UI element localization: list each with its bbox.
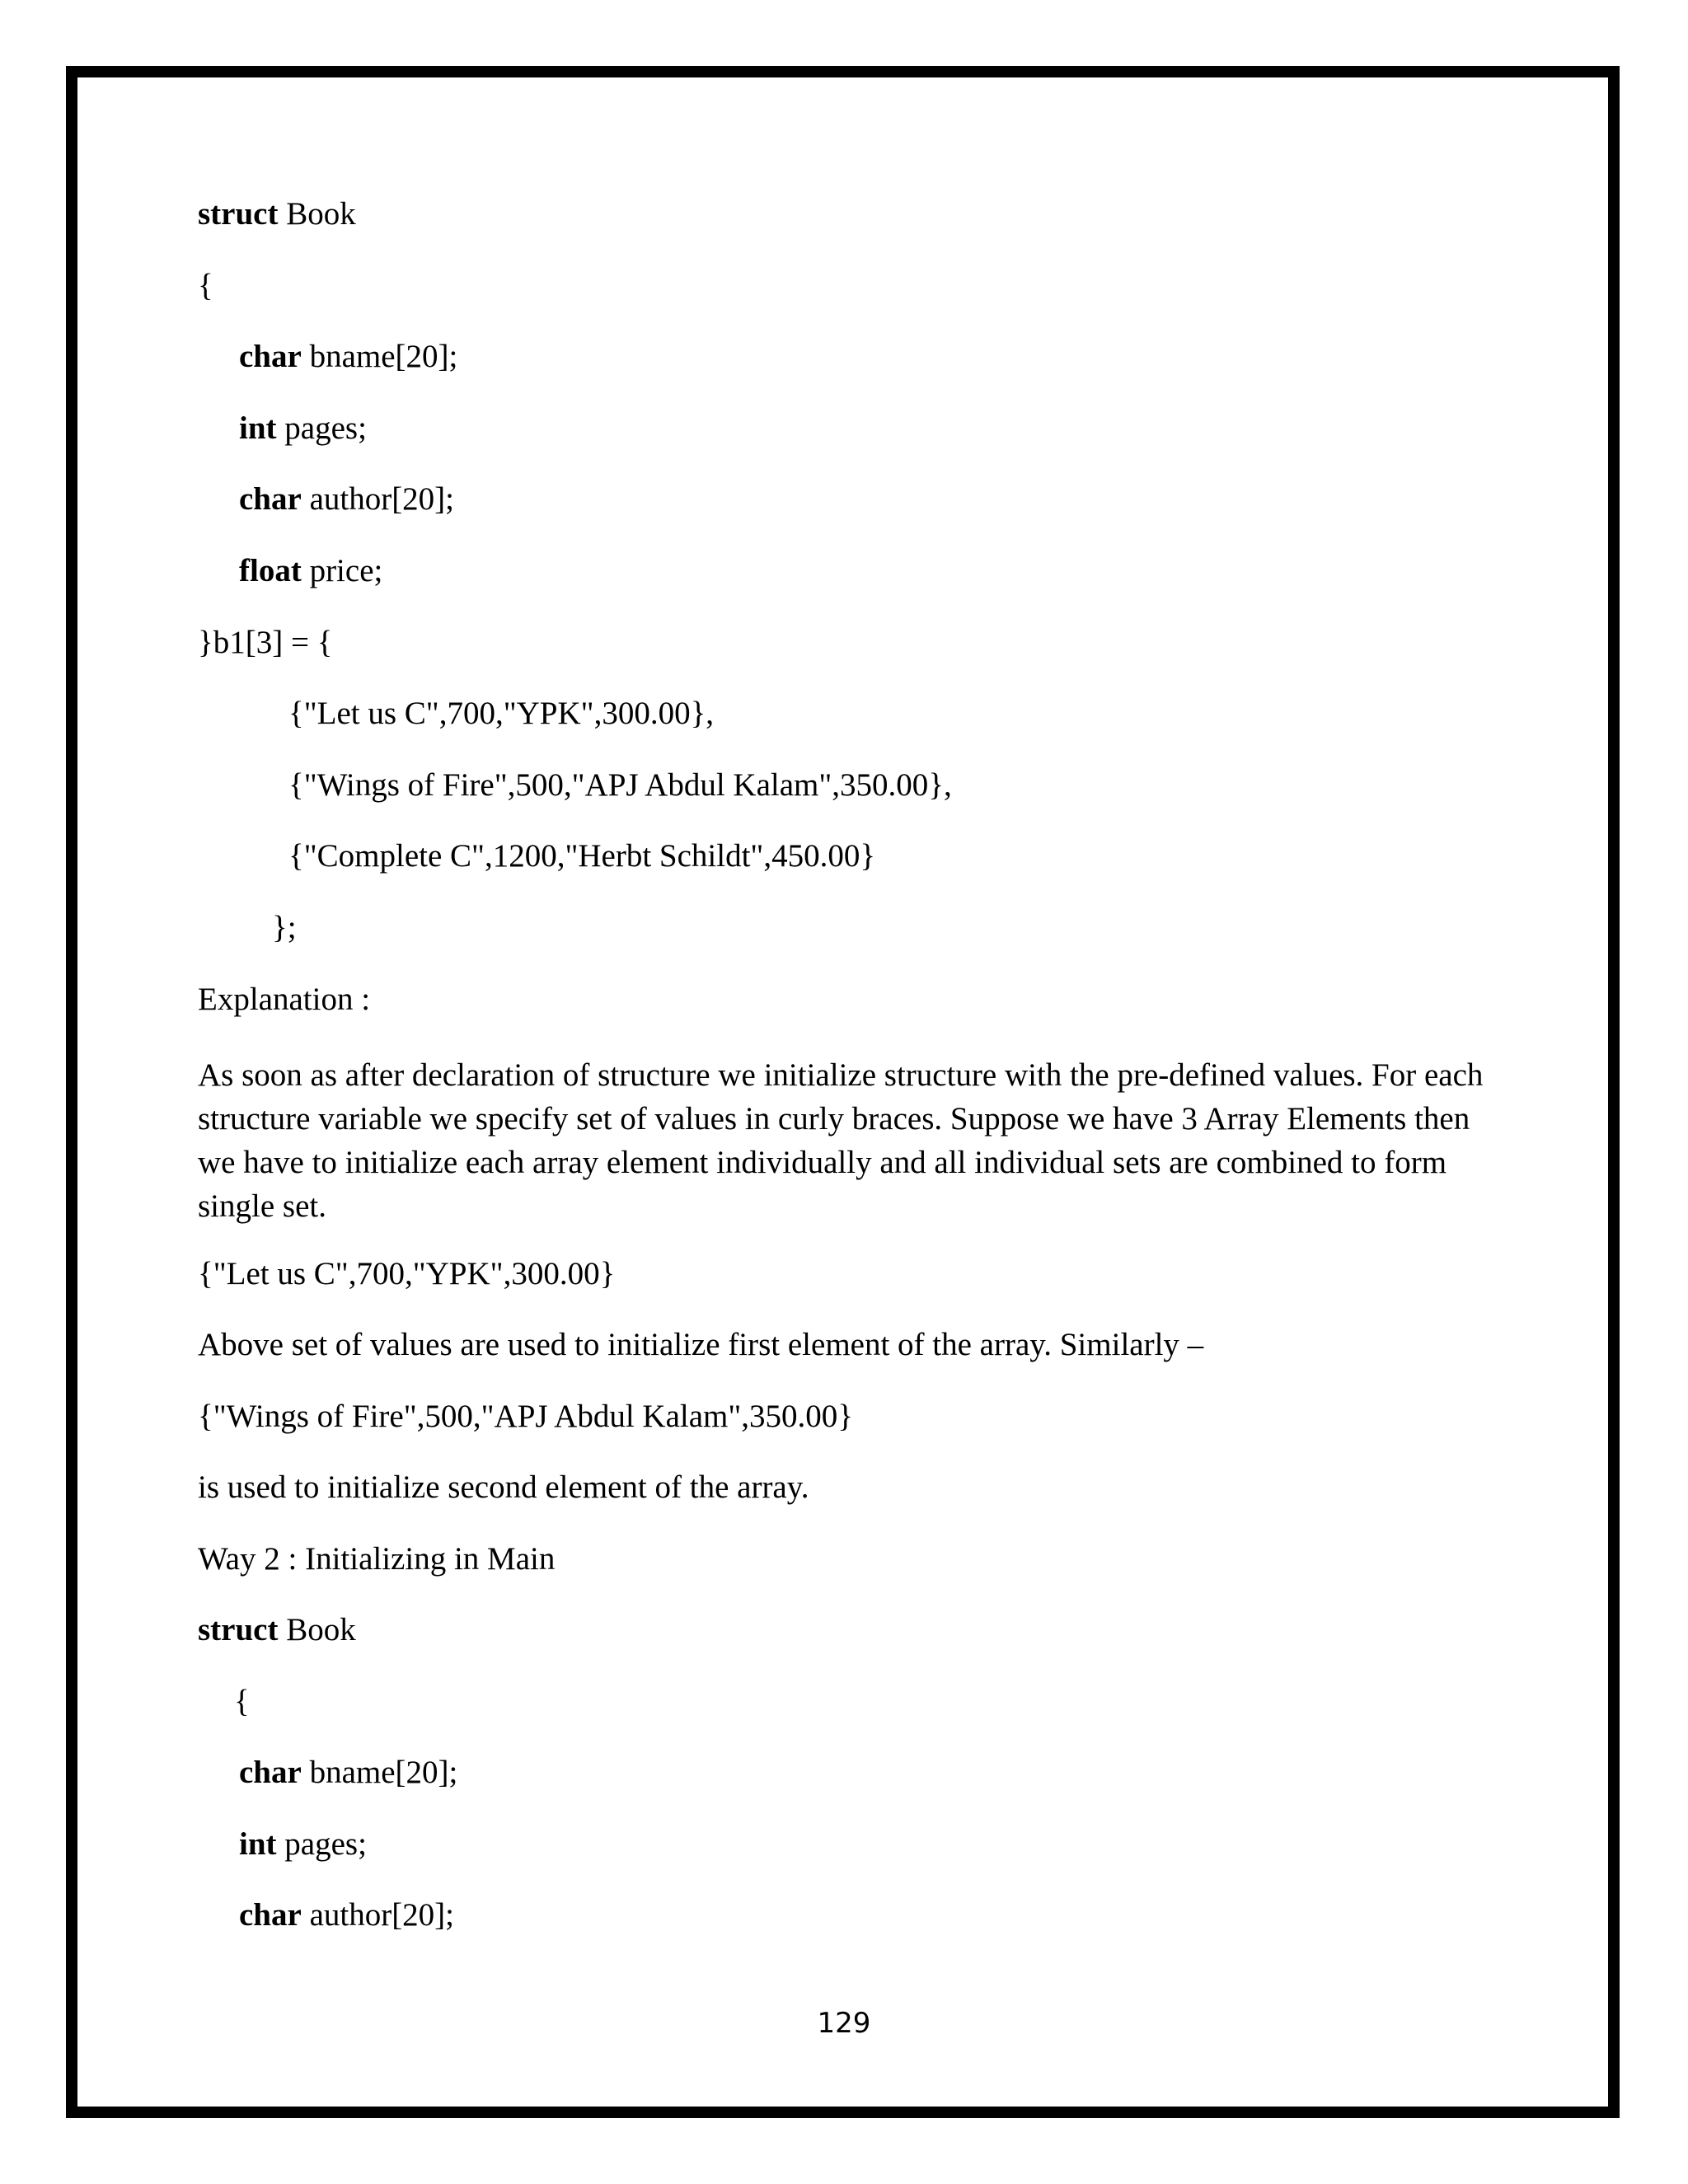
code-line: { (198, 268, 213, 303)
code-line (198, 195, 356, 233)
body-text: Above set of values are used to initialize first element of the array. Similarly – (198, 1327, 1204, 1362)
code-line (239, 338, 457, 376)
code-text: author[20]; (301, 1897, 455, 1933)
code-text: Book (278, 196, 356, 232)
example-initializer: {"Wings of Fire",500,"APJ Abdul Kalam",350.00} (198, 1399, 854, 1434)
page-number: 129 (817, 2007, 871, 2040)
code-keyword: char (239, 481, 302, 517)
code-line (239, 480, 454, 518)
code-line (239, 552, 382, 590)
code-text: bname[20]; (301, 339, 458, 374)
code-keyword: int (239, 1826, 277, 1862)
code-keyword: struct (198, 196, 279, 232)
code-text: author[20]; (301, 481, 455, 517)
body-text: is used to initialize second element of the array. (198, 1469, 809, 1505)
code-line: {"Wings of Fire",500,"APJ Abdul Kalam",350.00}, (288, 767, 952, 803)
code-line (239, 1896, 454, 1934)
code-line: {"Complete C",1200,"Herbt Schildt",450.00} (288, 838, 876, 874)
code-keyword: int (239, 410, 277, 446)
code-keyword: char (239, 339, 302, 374)
explanation-heading: Explanation : (198, 982, 371, 1017)
code-text: price; (301, 553, 383, 588)
code-line (239, 1825, 367, 1863)
explanation-paragraph: As soon as after declaration of structure we initialize structure with the pre-defined values. For each structure variable we specify set of values in curly braces. Suppose we have 3 Array Elements then we have to initialize each array element individually and all individual sets are combined to form single set. (198, 1057, 1484, 1224)
code-line: }; (272, 910, 297, 945)
code-keyword: float (239, 553, 302, 588)
code-line: { (234, 1684, 250, 1719)
code-keyword: char (239, 1755, 302, 1790)
code-line: {"Let us C",700,"YPK",300.00}, (288, 696, 715, 731)
code-line (239, 1754, 457, 1792)
code-keyword: char (239, 1897, 302, 1933)
code-text: Book (278, 1612, 356, 1647)
code-text: bname[20]; (301, 1755, 458, 1790)
code-text: pages; (276, 1826, 367, 1862)
code-text: pages; (276, 410, 367, 446)
section-heading: Way 2 : Initializing in Main (198, 1541, 556, 1577)
code-line (239, 410, 367, 448)
code-line (198, 1611, 356, 1649)
code-keyword: struct (198, 1612, 279, 1647)
example-initializer: {"Let us C",700,"YPK",300.00} (198, 1256, 616, 1291)
code-line: }b1[3] = { (198, 625, 333, 660)
